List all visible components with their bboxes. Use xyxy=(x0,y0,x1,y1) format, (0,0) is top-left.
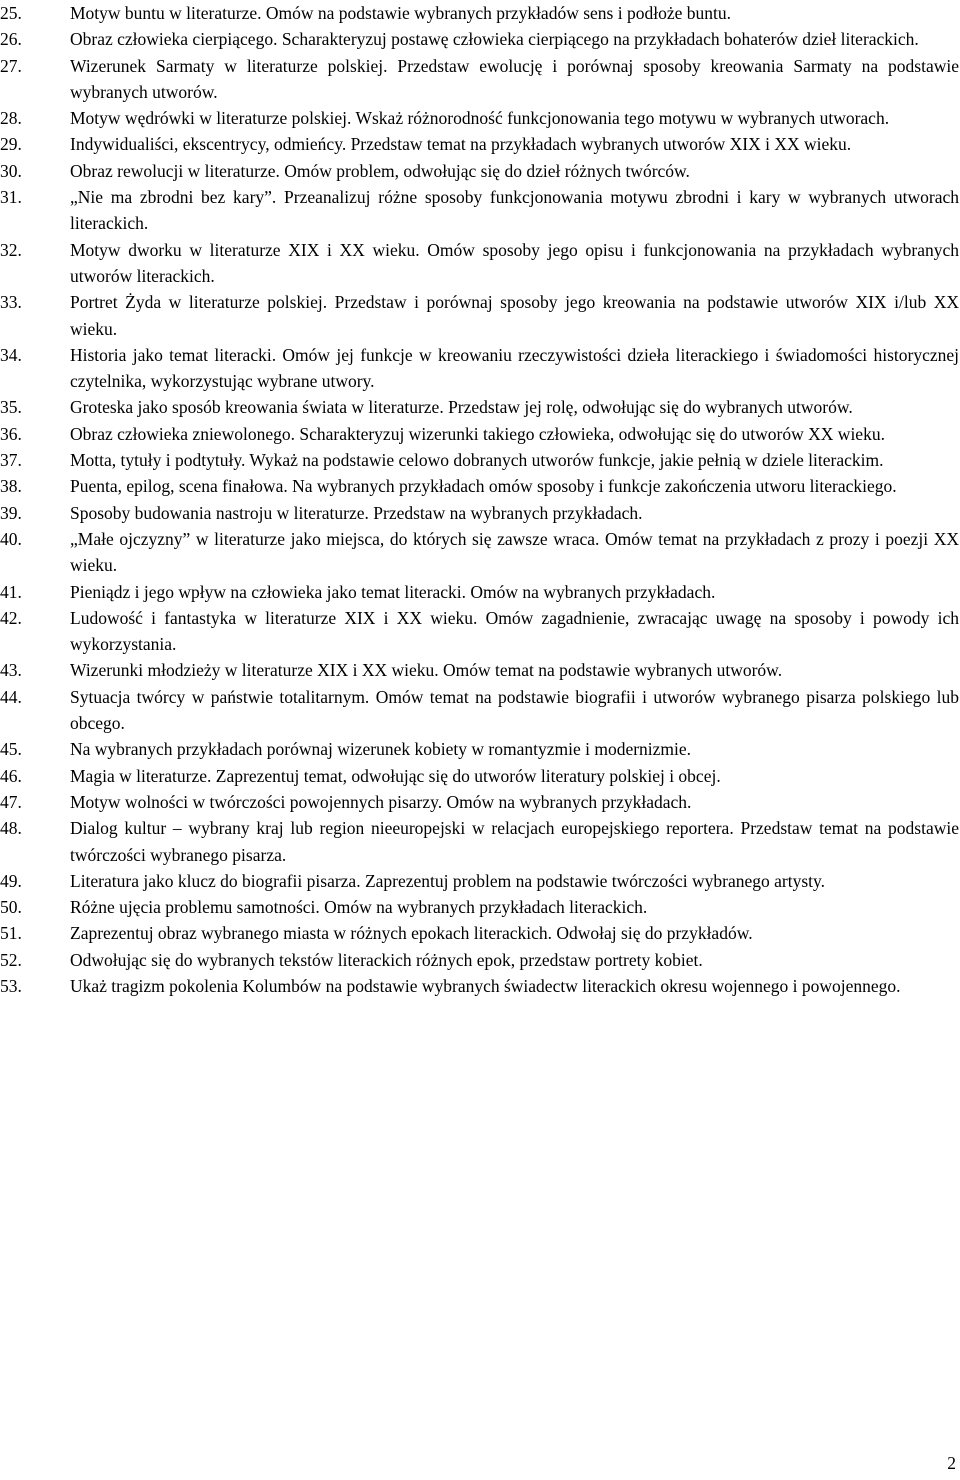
list-item xyxy=(0,237,960,290)
item-instruction: Omów temat na podstawie wybranych utworów. xyxy=(443,660,783,681)
item-instruction: Omów temat na przykładach z prozy i poezji XX wieku. xyxy=(70,528,960,576)
item-number: 40. xyxy=(0,528,22,549)
item-instruction: Omów problem, odwołując się do dzieł różnych twórców. xyxy=(284,160,690,181)
item-title: Historia jako temat literacki. xyxy=(70,344,277,365)
item-text xyxy=(70,53,959,106)
item-instruction: Omów temat na podstawie biografii i utworów wybranego pisarza polskiego lub obcego. xyxy=(70,686,960,734)
item-title: Wizerunek Sarmaty w literaturze polskiej. xyxy=(70,55,388,76)
item-instruction: Omów na wybranych przykładach. xyxy=(446,791,692,812)
list-item xyxy=(0,526,960,579)
item-number: 34. xyxy=(0,344,22,365)
item-title: Wizerunki młodzieży w literaturze XIX i XX wieku. xyxy=(70,660,439,681)
item-text xyxy=(70,0,959,26)
item-instruction: Przedstaw temat na podstawie twórczości wybranego pisarza. xyxy=(70,818,959,865)
item-number: 30. xyxy=(0,160,22,181)
item-instruction: Wskaż różnorodność funkcjonowania tego motywu w wybranych utworach. xyxy=(355,108,890,129)
item-number: 49. xyxy=(0,870,22,891)
list-item xyxy=(0,289,960,342)
list-item xyxy=(0,342,960,395)
item-title: Ludowość i fantastyka w literaturze XIX i XX wieku. xyxy=(70,607,478,628)
item-number: 42. xyxy=(0,607,22,628)
item-number: 53. xyxy=(0,975,22,996)
item-text xyxy=(70,579,959,605)
list-item xyxy=(0,684,960,737)
item-title: „Małe ojczyzny” w literaturze jako miejsca, do których się zawsze wraca. xyxy=(70,528,600,549)
item-number: 39. xyxy=(0,502,22,523)
list-item xyxy=(0,763,960,789)
item-number: 46. xyxy=(0,765,22,786)
item-text xyxy=(70,237,959,290)
item-number: 51. xyxy=(0,923,22,944)
item-text xyxy=(70,184,959,237)
item-text xyxy=(70,815,959,868)
item-number: 29. xyxy=(0,134,22,155)
item-title: Pieniądz i jego wpływ na człowieka jako temat literacki. xyxy=(70,581,467,602)
item-text xyxy=(70,421,959,447)
item-title: „Nie ma zbrodni bez kary”. xyxy=(70,187,277,208)
list-item xyxy=(0,579,960,605)
list-item xyxy=(0,657,960,683)
list-item xyxy=(0,184,960,237)
item-title: Sposoby budowania nastroju w literaturze. xyxy=(70,502,369,523)
list-item xyxy=(0,894,960,920)
item-title: Motyw wędrówki w literaturze polskiej. xyxy=(70,108,352,129)
item-number: 52. xyxy=(0,949,22,970)
list-item xyxy=(0,947,960,973)
item-number: 35. xyxy=(0,397,22,418)
item-number: 38. xyxy=(0,476,22,497)
item-instruction: Omów jej funkcje w kreowaniu rzeczywistości dzieła literackiego i świadomości historycznej czytelnika, wykorzystując wybrane utwory. xyxy=(70,344,959,392)
item-instruction: Omów na wybranych przykładach. xyxy=(470,581,716,602)
item-number: 43. xyxy=(0,660,22,681)
item-instruction: Przedstaw temat na przykładach wybranych utworów XIX i XX wieku. xyxy=(350,134,852,155)
list-item xyxy=(0,105,960,131)
item-text xyxy=(70,394,959,420)
list-item xyxy=(0,605,960,658)
item-instruction: Na wybranych przykładach omów sposoby i funkcje zakończenia utworu literackiego. xyxy=(292,476,897,497)
item-title: Motyw wolności w twórczości powojennych pisarzy. xyxy=(70,791,443,812)
list-item xyxy=(0,973,960,999)
item-number: 45. xyxy=(0,739,22,760)
list-item xyxy=(0,26,960,52)
list-item xyxy=(0,815,960,868)
item-number: 31. xyxy=(0,187,22,208)
item-title: Sytuacja twórcy w państwie totalitarnym. xyxy=(70,686,370,707)
item-instruction: Odwołaj się do przykładów. xyxy=(556,923,753,944)
item-text xyxy=(70,131,959,157)
item-text xyxy=(70,26,959,52)
item-instruction: Przedstaw ewolucję i porównaj sposoby kreowania Sarmaty na podstawie wybranych utworów. xyxy=(70,55,959,102)
list-item xyxy=(0,447,960,473)
item-number: 44. xyxy=(0,686,22,707)
item-text xyxy=(70,473,959,499)
item-instruction: Zaprezentuj temat, odwołując się do utworów literatury polskiej i obcej. xyxy=(215,765,721,786)
item-instruction: Wykaż na podstawie celowo dobranych utworów funkcje, jakie pełnią w dziele literackim. xyxy=(249,450,884,471)
item-text xyxy=(70,289,959,342)
item-number: 33. xyxy=(0,292,22,313)
item-title: Obraz człowieka zniewolonego. xyxy=(70,423,295,444)
item-title: Motyw buntu w literaturze. xyxy=(70,3,262,23)
item-instruction: Przedstaw i porównaj sposoby jego kreowania na podstawie utworów XIX i/lub XX wieku. xyxy=(70,292,960,339)
item-text xyxy=(70,342,959,395)
item-instruction: Scharakteryzuj wizerunki takiego człowieka, odwołując się do utworów XX wieku. xyxy=(299,423,885,444)
list-item xyxy=(0,736,960,762)
item-title: Literatura jako klucz do biografii pisarza. xyxy=(70,870,361,891)
item-instruction: Omów zagadnienie, zwracając uwagę na sposoby i powody ich wykorzystania. xyxy=(70,607,959,655)
list-item xyxy=(0,473,960,499)
item-number: 36. xyxy=(0,423,22,444)
list-item xyxy=(0,500,960,526)
item-title: Zaprezentuj obraz wybranego miasta w różnych epokach literackich. xyxy=(70,923,553,944)
item-instruction: Przedstaw jej rolę, odwołując się do wybranych utworów. xyxy=(448,397,853,418)
item-number: 47. xyxy=(0,791,22,812)
item-title: Portret Żyda w literaturze polskiej. xyxy=(70,292,328,313)
item-title: Dialog kultur – wybrany kraj lub region nieeuropejski w relacjach europejskiego reportera. xyxy=(70,818,734,839)
item-title: Obraz rewolucji w literaturze. xyxy=(70,160,280,181)
item-title: Groteska jako sposób kreowania świata w literaturze. xyxy=(70,397,444,418)
item-text xyxy=(70,973,959,999)
item-title: Magia w literaturze. xyxy=(70,765,212,786)
item-title: Indywidualiści, ekscentrycy, odmieńcy. xyxy=(70,134,347,155)
item-number: 41. xyxy=(0,581,22,602)
item-instruction: Scharakteryzuj postawę człowieka cierpiącego na przykładach bohaterów dzieł literackich. xyxy=(281,29,919,50)
item-number: 32. xyxy=(0,239,22,260)
item-instruction: Omów sposoby jego opisu i funkcjonowania na przykładach wybranych utworów literackich. xyxy=(70,239,959,286)
item-text xyxy=(70,868,959,894)
list-item xyxy=(0,421,960,447)
item-number: 27. xyxy=(0,55,22,76)
item-text xyxy=(70,447,959,473)
item-instruction: Przeanalizuj różne sposoby funkcjonowania motywu zbrodni i kary w wybranych utworach literackich. xyxy=(70,187,960,234)
item-title: Obraz człowieka cierpiącego. xyxy=(70,29,278,50)
list-item xyxy=(0,131,960,157)
item-number: 28. xyxy=(0,108,22,129)
item-title: Odwołując się do wybranych tekstów literackich różnych epok, przedstaw portrety kobiet. xyxy=(70,949,703,970)
item-title: Różne ujęcia problemu samotności. xyxy=(70,897,320,918)
item-text xyxy=(70,500,959,526)
item-title: Motyw dworku w literaturze XIX i XX wieku. xyxy=(70,239,420,260)
item-number: 37. xyxy=(0,450,22,471)
item-instruction: Przedstaw na wybranych przykładach. xyxy=(373,502,643,523)
page-number: 2 xyxy=(947,1453,956,1473)
item-text xyxy=(70,789,959,815)
item-text xyxy=(70,894,959,920)
item-text xyxy=(70,605,959,658)
list-item xyxy=(0,789,960,815)
item-title: Na wybranych przykładach porównaj wizerunek kobiety w romantyzmie i modernizmie. xyxy=(70,739,692,760)
item-number: 26. xyxy=(0,29,22,50)
item-text xyxy=(70,920,959,946)
item-text xyxy=(70,158,959,184)
item-number: 50. xyxy=(0,897,22,918)
list-item xyxy=(0,920,960,946)
item-text xyxy=(70,763,959,789)
item-text xyxy=(70,657,959,683)
item-text xyxy=(70,526,959,579)
item-number: 25. xyxy=(0,3,22,23)
item-number: 48. xyxy=(0,818,22,839)
list-item xyxy=(0,868,960,894)
item-text xyxy=(70,736,959,762)
item-text xyxy=(70,684,959,737)
list-item xyxy=(0,0,960,26)
list-item xyxy=(0,158,960,184)
list-item xyxy=(0,394,960,420)
item-title: Motta, tytuły i podtytuły. xyxy=(70,450,246,471)
item-instruction: Omów na wybranych przykładach literackich. xyxy=(324,897,648,918)
item-title: Puenta, epilog, scena finałowa. xyxy=(70,476,288,497)
item-text xyxy=(70,105,959,131)
item-text xyxy=(70,947,959,973)
list-item xyxy=(0,53,960,106)
item-instruction: Omów na podstawie wybranych przykładów sens i podłoże buntu. xyxy=(265,3,731,23)
item-title: Ukaż tragizm pokolenia Kolumbów na podstawie wybranych świadectw literackich okresu wojennego i powojennego. xyxy=(70,975,901,996)
item-instruction: Zaprezentuj problem na podstawie twórczości wybranego artysty. xyxy=(364,870,825,891)
